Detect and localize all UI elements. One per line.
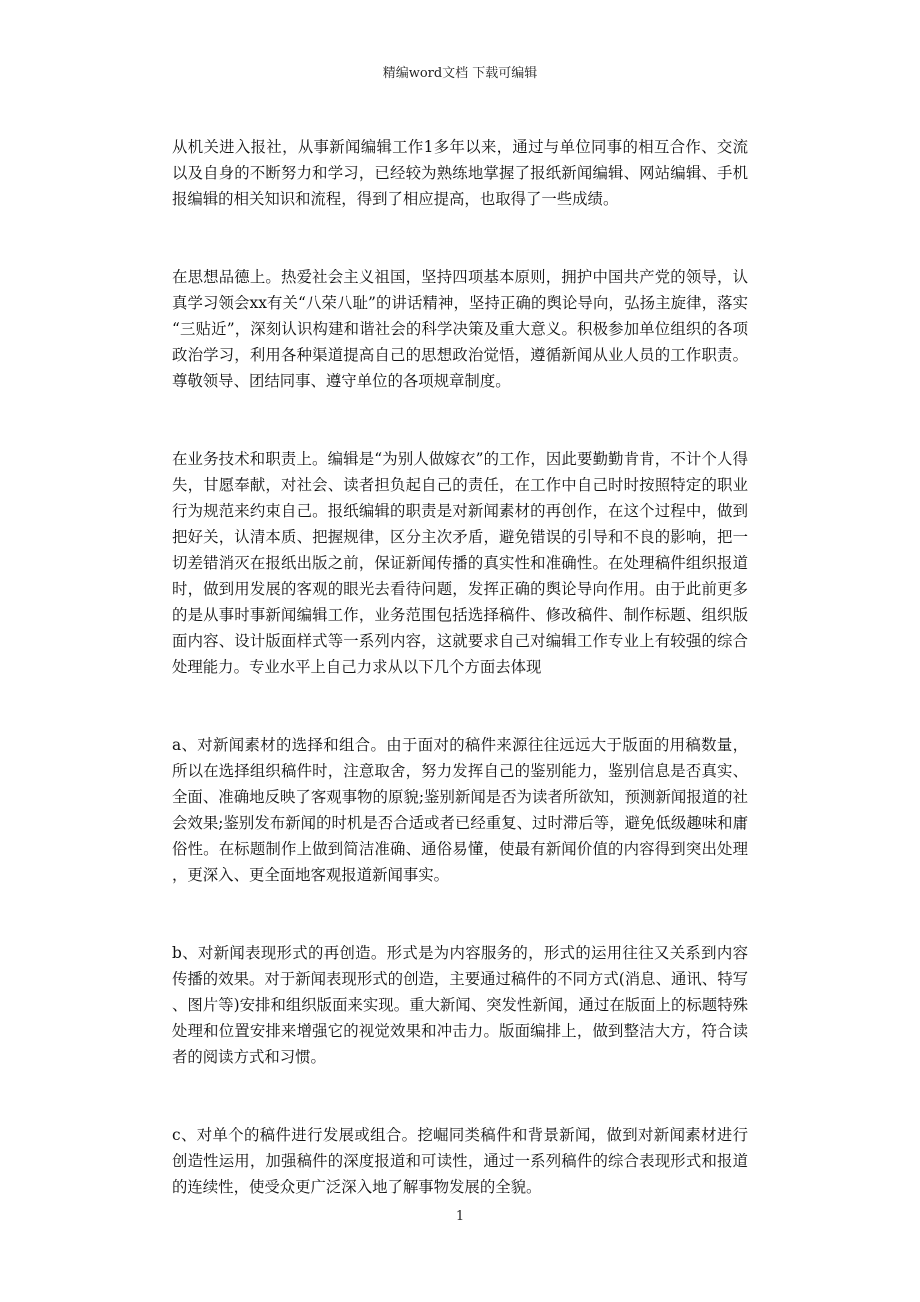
paragraph-item-c: c、对单个的稿件进行发展或组合。挖崛同类稿件和背景新闻，做到对新闻素材进行创造性运用，加强稿件的深度报道和可读性，通过一系列稿件的综合表现形式和报道的连续性，使受众更广泛深入地了解事物发展的全貌。 [172,1126,748,1196]
page-number: 1 [455,1209,465,1224]
document-body [172,134,748,1200]
page-header: 精编word文档 下载可编辑 [382,66,538,81]
paragraph-item-b: b、对新闻表现形式的再创造。形式是为内容服务的，形式的运用往往又关系到内容传播的效果。对于新闻表现形式的创造，主要通过稿件的不同方式(消息、通讯、特写、图片等)安排和组织版面来实现。重大新闻、突发性新闻，通过在版面上的标题特殊处理和位置安排来增强它的视觉效果和冲击力。版面编排上，做到整洁大方，符合读者的阅读方式和习惯。 [172,944,748,1066]
paragraph-ideology: 在思想品德上。热爱社会主义祖国，坚持四项基本原则，拥护中国共产党的领导，认真学习领会xx有关“八荣八耻”的讲话精神，坚持正确的舆论导向，弘扬主旋律，落实“三贴近”，深刻认识构建和谐社会的科学决策及重大意义。积极参加单位组织的各项政治学习，利用各种渠道提高自己的思想政治觉悟，遵循新闻从业人员的工作职责。尊敬领导、团结同事、遵守单位的各项规章制度。 [172,268,748,390]
paragraph-intro: 从机关进入报社，从事新闻编辑工作1多年以来，通过与单位同事的相互合作、交流以及自身的不断努力和学习，已经较为熟练地掌握了报纸新闻编辑、网站编辑、手机报编辑的相关知识和流程，得到了相应提高，也取得了一些成绩。 [172,138,748,208]
paragraph-item-a: a、对新闻素材的选择和组合。由于面对的稿件来源往往远远大于版面的用稿数量，所以在选择组织稿件时，注意取舍，努力发挥自己的鉴别能力，鉴别信息是否真实、全面、准确地反映了客观事物的原貌;鉴别新闻是否为读者所欲知，预测新闻报道的社会效果;鉴别发布新闻的时机是否合适或者已经重复、过时滞后等，避免低级趣味和庸俗性。在标题制作上做到简洁准确、通俗易懂，使最有新闻价值的内容得到突出处理，更深入、更全面地客观报道新闻事实。 [172,736,748,884]
paragraph-professional-duties: 在业务技术和职责上。编辑是“为别人做嫁衣”的工作，因此要勤勤肯肯，不计个人得失，甘愿奉献，对社会、读者担负起自己的责任，在工作中自己时时按照特定的职业行为规范来约束自己。报纸编辑的职责是对新闻素材的再创作，在这个过程中，做到把好关，认清本质、把握规律，区分主次矛盾，避免错误的引导和不良的影响，把一切差错消灭在报纸出版之前，保证新闻传播的真实性和准确性。在处理稿件组织报道时，做到用发展的客观的眼光去看待问题，发挥正确的舆论导向作用。由于此前更多的是从事时事新闻编辑工作，业务范围包括选择稿件、修改稿件、制作标题、组织版面内容、设计版面样式等一系列内容，这就要求自己对编辑工作专业上有较强的综合处理能力。专业水平上自己力求从以下几个方面去体现 [172,450,748,676]
